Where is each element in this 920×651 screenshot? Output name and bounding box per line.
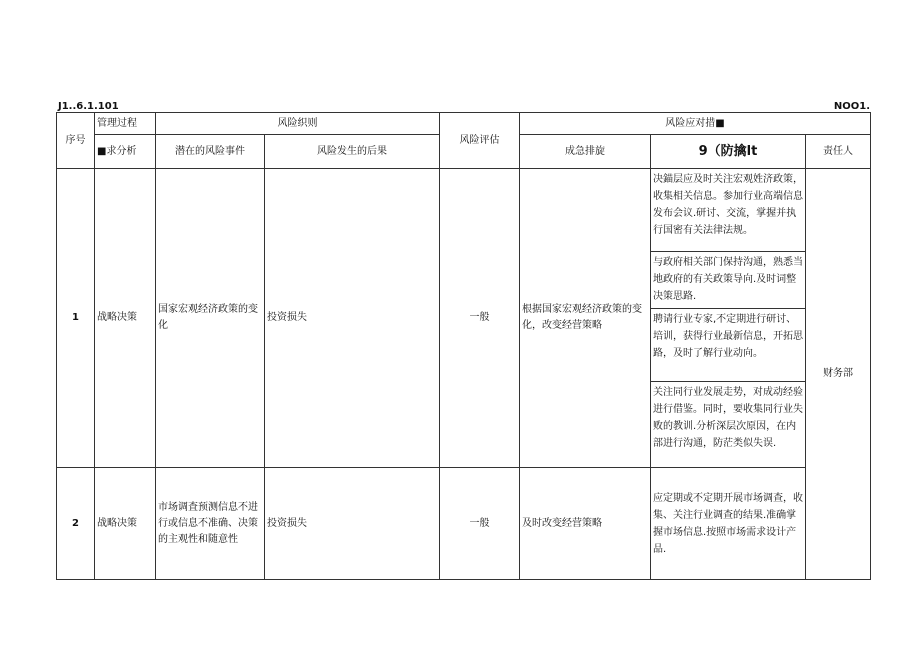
measure-item: 与政府相关部门保持沟通，熟悉当地政府的有关政策导向.及时词整决策思路. [651, 252, 805, 309]
header-risk-identification: 风险织则 [156, 113, 440, 135]
risk-table [56, 112, 871, 580]
header-measures: 9（防擒lt [651, 135, 806, 169]
row-measures [651, 169, 806, 468]
row-consequence: 投资损失 [265, 468, 440, 580]
header-strategy: 成急排旋 [520, 135, 651, 169]
header-process-top: 管理过程 [95, 113, 156, 135]
row-seq: 1 [57, 169, 95, 468]
table-row [57, 169, 871, 468]
row-process: 战略决策 [95, 468, 156, 580]
row-process: 战略决策 [95, 169, 156, 468]
measure-item: 关注同行业发展走势，对成动经验进行借鉴。同时，要收集同行业失败的教训.分析深层次原因，在内部进行沟通，防茫类似失误. [653, 387, 803, 449]
document-number: NOO1. [833, 101, 870, 112]
table-row [57, 468, 871, 580]
row-measures: 应定期或不定期开展市场调查，收集、关注行业调查的结果.准确掌握市场信息.按照市场需求设计产品. [651, 468, 806, 580]
header-risk-response: 风险应对措■ [520, 113, 871, 135]
row-strategy: 根据国家宏观经济政策的变化，改变经营策略 [520, 169, 651, 468]
measure-item: 聘请行业专家,不定期进行研讨、培训，获得行业最新信息，开拓思路，及时了解行业动向。 [651, 309, 805, 382]
header-risk-evaluation: 风险评估 [440, 113, 520, 169]
row-consequence: 投资损失 [265, 169, 440, 468]
header-owner: 责任人 [806, 135, 871, 169]
header-risk-event: 潜在的风险事件 [156, 135, 265, 169]
row-strategy: 及时改变经营策略 [520, 468, 651, 580]
row-seq: 2 [57, 468, 95, 580]
header-risk-consequence: 风险发生的后果 [265, 135, 440, 169]
document-code: J1..6.1.101 [58, 101, 119, 112]
row-evaluation: 一般 [440, 468, 520, 580]
header-seq: 序号 [57, 113, 95, 169]
row-evaluation: 一般 [440, 169, 520, 468]
row-event: 市场调査预测信息不进行或信息不准确、决策的主观性和随意性 [156, 468, 265, 580]
row-event: 国家宏观经济政策的变化 [156, 169, 265, 468]
measure-item: 决錨层应及时关注宏观姓济政策，收集相关信息。参加行业高端信息发布会议.研讨、交流，掌握并执行国密有关法律法规。 [651, 169, 805, 252]
owner-cell: 财务部 [806, 169, 871, 580]
header-process-bottom: ■求分析 [95, 135, 156, 169]
